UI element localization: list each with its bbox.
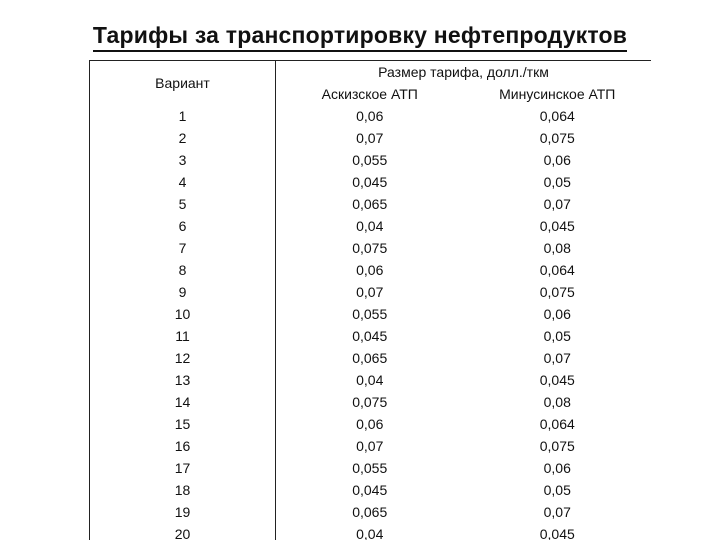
col-b-cell: 0,064 [464, 259, 652, 281]
col-b-cell: 0,045 [464, 523, 652, 540]
col-a-cell: 0,045 [276, 171, 464, 193]
col-a-cell: 0,04 [276, 215, 464, 237]
variant-cell: 9 [90, 281, 276, 303]
variant-cell: 14 [90, 391, 276, 413]
col-a-header: Аскизское АТП [276, 83, 464, 105]
table-row [90, 303, 652, 325]
col-b-cell: 0,05 [464, 325, 652, 347]
table-row [90, 457, 652, 479]
table-row [90, 171, 652, 193]
tariff-table [89, 60, 651, 540]
col-a-cell: 0,065 [276, 193, 464, 215]
col-b-cell: 0,08 [464, 237, 652, 259]
col-b-cell: 0,05 [464, 479, 652, 501]
table-row [90, 237, 652, 259]
table-row [90, 501, 652, 523]
table-row [90, 281, 652, 303]
table-row [90, 435, 652, 457]
variant-cell: 8 [90, 259, 276, 281]
col-a-cell: 0,075 [276, 237, 464, 259]
col-b-cell: 0,06 [464, 303, 652, 325]
variant-cell: 10 [90, 303, 276, 325]
col-b-cell: 0,06 [464, 457, 652, 479]
variant-cell: 20 [90, 523, 276, 540]
col-b-cell: 0,05 [464, 171, 652, 193]
variant-cell: 2 [90, 127, 276, 149]
col-a-cell: 0,06 [276, 105, 464, 127]
table-row [90, 325, 652, 347]
variant-cell: 7 [90, 237, 276, 259]
col-b-cell: 0,07 [464, 347, 652, 369]
col-a-cell: 0,055 [276, 303, 464, 325]
page-title-text: Тарифы за транспортировку нефтепродуктов [93, 22, 627, 52]
col-a-cell: 0,065 [276, 347, 464, 369]
col-b-cell: 0,045 [464, 215, 652, 237]
variant-header: Вариант [90, 61, 276, 106]
col-a-cell: 0,065 [276, 501, 464, 523]
col-b-cell: 0,075 [464, 127, 652, 149]
col-b-cell: 0,045 [464, 369, 652, 391]
col-b-cell: 0,064 [464, 413, 652, 435]
col-b-header: Минусинское АТП [464, 83, 652, 105]
table-row [90, 523, 652, 540]
col-a-cell: 0,04 [276, 523, 464, 540]
table-row [90, 259, 652, 281]
col-a-cell: 0,04 [276, 369, 464, 391]
col-b-cell: 0,07 [464, 193, 652, 215]
variant-cell: 12 [90, 347, 276, 369]
variant-cell: 3 [90, 149, 276, 171]
variant-cell: 6 [90, 215, 276, 237]
col-a-cell: 0,07 [276, 435, 464, 457]
variant-cell: 1 [90, 105, 276, 127]
tariff-header: Размер тарифа, долл./ткм [276, 61, 652, 84]
table-row [90, 479, 652, 501]
col-a-cell: 0,045 [276, 479, 464, 501]
variant-cell: 5 [90, 193, 276, 215]
col-a-cell: 0,06 [276, 259, 464, 281]
tariff-table-body [90, 61, 652, 540]
variant-cell: 18 [90, 479, 276, 501]
col-b-cell: 0,064 [464, 105, 652, 127]
page-title [0, 22, 720, 49]
variant-cell: 16 [90, 435, 276, 457]
table-row [90, 413, 652, 435]
col-b-cell: 0,07 [464, 501, 652, 523]
col-a-cell: 0,055 [276, 149, 464, 171]
variant-cell: 17 [90, 457, 276, 479]
col-a-cell: 0,07 [276, 281, 464, 303]
table-row [90, 215, 652, 237]
variant-cell: 4 [90, 171, 276, 193]
table-row [90, 347, 652, 369]
variant-cell: 15 [90, 413, 276, 435]
table-row [90, 127, 652, 149]
col-b-cell: 0,075 [464, 435, 652, 457]
table-row [90, 149, 652, 171]
col-a-cell: 0,07 [276, 127, 464, 149]
col-b-cell: 0,06 [464, 149, 652, 171]
col-a-cell: 0,075 [276, 391, 464, 413]
variant-cell: 13 [90, 369, 276, 391]
col-a-cell: 0,06 [276, 413, 464, 435]
variant-cell: 19 [90, 501, 276, 523]
col-a-cell: 0,055 [276, 457, 464, 479]
table-row [90, 391, 652, 413]
col-b-cell: 0,08 [464, 391, 652, 413]
variant-cell: 11 [90, 325, 276, 347]
col-a-cell: 0,045 [276, 325, 464, 347]
col-b-cell: 0,075 [464, 281, 652, 303]
table-row [90, 105, 652, 127]
tariff-table-container [89, 60, 651, 540]
table-row [90, 193, 652, 215]
table-row [90, 369, 652, 391]
header-row-1 [90, 61, 652, 84]
